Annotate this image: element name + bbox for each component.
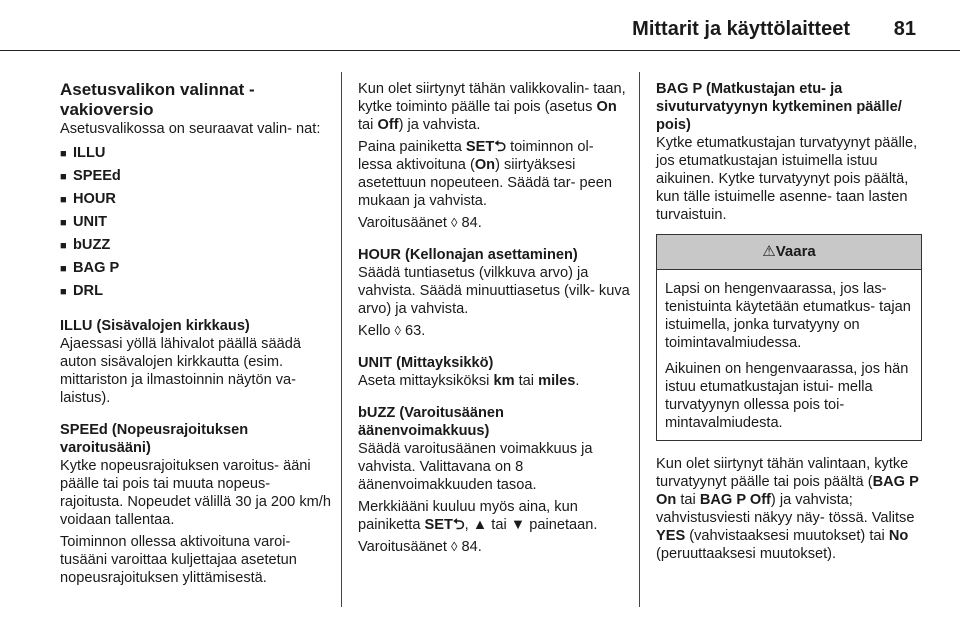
list-item: ■ ILLU (60, 142, 332, 165)
illu-heading: ILLU (Sisävalojen kirkkaus) (60, 318, 250, 334)
warning-tones-ref-2: Varoitusäänet ◊ 84. (358, 539, 482, 555)
illu-text: Ajaessasi yöllä lähivalot päällä säädä auton sisävalojen kirkkautta (esim. mittariston ja ilmastoinnin näytön va- laistus). (60, 336, 301, 406)
speed-intro-text: Kun olet siirtynyt tähän valikkovalin- taan, kytke toiminto päälle tai pois (asetus On tai Off) ja vahvista. (358, 81, 626, 133)
page-reference-icon: ◊ (451, 539, 458, 554)
list-item: ■ SPEEd (60, 165, 332, 188)
buzz-text: Säädä varoitusäänen voimakkuus ja vahvista. Valittavana on 8 äänenvoimakkuuden tasoa. (358, 441, 593, 493)
header-divider (0, 50, 960, 51)
up-arrow-icon: ▲ (472, 517, 488, 533)
column-divider-2 (639, 72, 640, 607)
bag-after-text: Kun olet siirtynyt tähän valintaan, kytke turvatyynyt päälle tai pois päältä (BAG P On tai BAG P Off) ja vahvista; vahvistusviesti näkyy näy- tössä. Valitse YES (vahvistaaksesi muutokset) tai No (peruuttaaksesi muutokset). (656, 456, 919, 562)
return-arrow-icon: ⮌ (452, 517, 465, 533)
warning-text-2: Aikuinen on hengenvaarassa, jos hän istuu etumatkustajan istui- mella turvatyynyn ollessa pois toi- mintavalmiudesta. (665, 361, 909, 431)
menu-option-list (60, 142, 332, 303)
return-arrow-icon: ⮌ (494, 139, 507, 155)
set-button-text: Paina painiketta SET⮌ toiminnon ol- lessa aktivoituna (On) siirtyäksesi asetettuun nopeuteen. Säädä tar- peen mukaan ja vahvista. (358, 139, 612, 209)
buzz-heading: bUZZ (Varoitusäänen äänenvoimakkuus) (358, 405, 504, 439)
page-number: 81 (893, 18, 916, 40)
unit-text: Aseta mittayksiköksi km tai miles. (358, 373, 580, 389)
header-title: Mittarit ja käyttölaitteet (632, 18, 850, 40)
hour-heading: HOUR (Kellonajan asettaminen) (358, 247, 578, 263)
set-button-label: SET (465, 139, 495, 155)
bag-heading: BAG P (Matkustajan etu- ja sivuturvatyynyn kytkeminen päälle/ pois) (656, 81, 902, 133)
bullet-icon: ■ (60, 263, 67, 275)
bullet-icon: ■ (60, 240, 67, 252)
list-item: ■ UNIT (60, 211, 332, 234)
speed-heading: SPEEd (Nopeusrajoituksen varoitusääni) (60, 422, 249, 456)
page-reference-icon: ◊ (451, 215, 458, 230)
list-item: ■ BAG P (60, 257, 332, 280)
bullet-icon: ■ (60, 286, 67, 298)
list-item: ■ HOUR (60, 188, 332, 211)
column-1 (60, 80, 332, 591)
column-3 (656, 80, 928, 567)
bullet-icon: ■ (60, 194, 67, 206)
bullet-icon: ■ (60, 217, 67, 229)
intro-text: Asetusvalikossa on seuraavat valin- nat: (60, 121, 321, 137)
buzz-text-2: Merkkiääni kuuluu myös aina, kun painiketta SET⮌, ▲ tai ▼ painetaan. (358, 499, 598, 533)
list-item: ■ bUZZ (60, 234, 332, 257)
unit-heading: UNIT (Mittayksikkö) (358, 355, 494, 371)
warning-header (657, 235, 921, 270)
clock-ref: Kello ◊ 63. (358, 323, 426, 339)
column-2 (358, 80, 630, 560)
page-reference-icon: ◊ (394, 323, 401, 338)
warning-icon: ⚠ (762, 243, 776, 260)
speed-text: Kytke nopeusrajoituksen varoitus- ääni päälle tai pois tai muuta nopeus- rajoitusta. Nopeudet välillä 30 ja 200 km/h voidaan tallentaa. (60, 458, 331, 528)
bullet-icon: ■ (60, 171, 67, 183)
bag-text: Kytke etumatkustajan turvatyynyt päälle, jos etumatkustajan istuimella istuu aikuinen. Kytke turvatyynyt pois päältä, kun tälle istuimelle asenne- taan lasten turvaistuin. (656, 135, 918, 223)
down-arrow-icon: ▼ (510, 517, 526, 533)
warning-text-1: Lapsi on hengenvaarassa, jos las- tenistuinta käytetään etumatkus- tajan istuimella, jonka turvatyyny on toimintavalmiudessa. (665, 281, 911, 351)
speed-text-2: Toiminnon ollessa aktivoituna varoi- tusääni varoittaa kuljettajaa asetetun nopeusrajoituksen ylittämisestä. (60, 534, 297, 586)
bullet-icon: ■ (60, 148, 67, 160)
warning-box (656, 234, 922, 441)
warning-tones-ref: Varoitusäänet ◊ 84. (358, 215, 482, 231)
hour-text: Säädä tuntiasetus (vilkkuva arvo) ja vahvista. Säädä minuuttiasetus (vilk- kuva arvo) ja vahvista. (358, 265, 630, 317)
list-item: ■ DRL (60, 280, 332, 303)
column-divider-1 (341, 72, 342, 607)
warning-body (657, 270, 921, 440)
warning-title: Vaara (775, 243, 816, 260)
section-title: Asetusvalikon valinnat - vakioversio (60, 80, 255, 119)
